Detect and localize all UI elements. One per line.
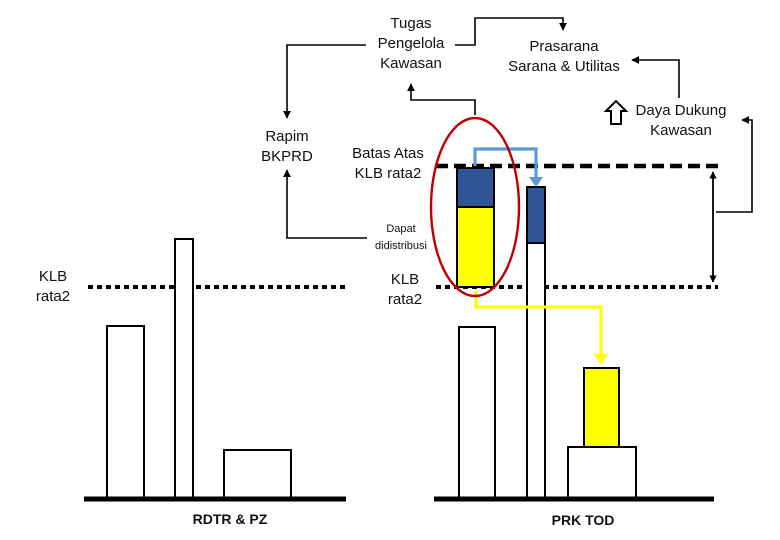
rapim-bkprd-label: Rapim BKPRD — [261, 128, 313, 165]
batas-atas-klb-label: Batas Atas KLB rata2 — [352, 145, 424, 182]
dapat-didistribusi-label: Dapat didistribusi — [375, 223, 427, 252]
tugas-pengelola-kawasan-label: Tugas Pengelola Kawasan — [377, 15, 445, 72]
tower-to-tugas-connector — [411, 84, 475, 115]
prk-base-building — [568, 447, 636, 499]
blue-arrow-head — [529, 177, 543, 187]
rdtr-building-3 — [224, 450, 291, 499]
prk-building-1 — [459, 327, 495, 499]
hollow-up-arrow-icon — [606, 101, 626, 124]
prk-tod-caption: PRK TOD — [551, 512, 615, 528]
daya-dukung-to-prasarana-connector — [632, 60, 679, 98]
yellow-arrow-head — [594, 354, 608, 365]
prk-yellow-block — [584, 368, 619, 447]
daya-dukung-kawasan-label: Daya Dukung Kawasan — [635, 102, 727, 139]
klb-rata2-left-label: KLB rata2 — [35, 268, 71, 305]
tugas-to-rapim-connector — [287, 45, 366, 118]
prk-tower-navy-top — [527, 187, 545, 243]
prk-tower-white-base — [527, 243, 545, 499]
rdtr-pz-caption: RDTR & PZ — [192, 511, 268, 527]
prasarana-sarana-utilitas-label: Prasarana Sarana & Utilitas — [508, 38, 620, 75]
distributable-yellow-block — [457, 207, 494, 287]
distributable-navy-block — [457, 168, 494, 207]
klb-rata2-mid-label: KLB rata2 — [387, 271, 423, 308]
rdtr-building-2 — [175, 239, 193, 499]
rdtr-building-1 — [107, 326, 144, 499]
